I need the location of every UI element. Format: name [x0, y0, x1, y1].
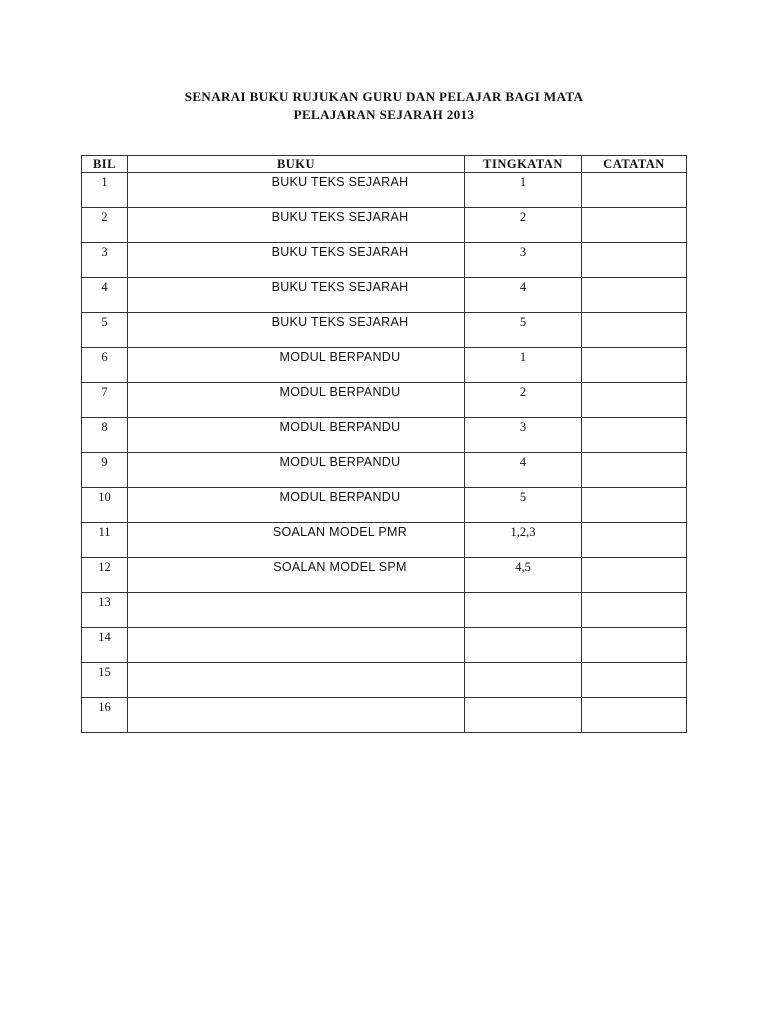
table-body — [82, 173, 687, 733]
cell-buku — [128, 663, 465, 698]
cell-bil: 1 — [82, 173, 128, 208]
cell-bil: 2 — [82, 208, 128, 243]
cell-tingkatan: 1,2,3 — [465, 523, 582, 558]
cell-buku: SOALAN MODEL SPM — [128, 558, 465, 593]
cell-tingkatan — [465, 628, 582, 663]
cell-bil: 3 — [82, 243, 128, 278]
cell-catatan — [582, 208, 687, 243]
table-row — [82, 663, 687, 698]
table-row — [82, 208, 687, 243]
table-row — [82, 418, 687, 453]
cell-bil: 15 — [82, 663, 128, 698]
cell-tingkatan: 2 — [465, 383, 582, 418]
cell-catatan — [582, 593, 687, 628]
cell-buku: BUKU TEKS SEJARAH — [128, 173, 465, 208]
cell-bil: 5 — [82, 313, 128, 348]
cell-tingkatan — [465, 698, 582, 733]
table-header-row — [82, 156, 687, 173]
cell-catatan — [582, 558, 687, 593]
cell-catatan — [582, 628, 687, 663]
cell-bil: 13 — [82, 593, 128, 628]
cell-buku: BUKU TEKS SEJARAH — [128, 278, 465, 313]
cell-bil: 12 — [82, 558, 128, 593]
cell-bil: 10 — [82, 488, 128, 523]
table-row — [82, 383, 687, 418]
cell-tingkatan — [465, 593, 582, 628]
table-row — [82, 348, 687, 383]
cell-bil: 9 — [82, 453, 128, 488]
cell-buku: BUKU TEKS SEJARAH — [128, 208, 465, 243]
title-line-1: SENARAI BUKU RUJUKAN GURU DAN PELAJAR BAGI MATA — [184, 89, 584, 104]
cell-catatan — [582, 243, 687, 278]
table-row — [82, 628, 687, 663]
cell-buku: SOALAN MODEL PMR — [128, 523, 465, 558]
cell-bil: 11 — [82, 523, 128, 558]
cell-catatan — [582, 278, 687, 313]
cell-buku — [128, 593, 465, 628]
reference-book-table — [81, 155, 687, 733]
table-row — [82, 173, 687, 208]
cell-tingkatan: 4 — [465, 278, 582, 313]
cell-tingkatan: 3 — [465, 243, 582, 278]
cell-bil: 8 — [82, 418, 128, 453]
cell-tingkatan: 4,5 — [465, 558, 582, 593]
cell-tingkatan: 1 — [465, 173, 582, 208]
header-bil: BIL — [82, 156, 128, 173]
cell-catatan — [582, 383, 687, 418]
cell-tingkatan: 5 — [465, 313, 582, 348]
table-row — [82, 558, 687, 593]
cell-buku: MODUL BERPANDU — [128, 453, 465, 488]
cell-tingkatan: 2 — [465, 208, 582, 243]
cell-bil: 4 — [82, 278, 128, 313]
table-row — [82, 243, 687, 278]
cell-bil: 7 — [82, 383, 128, 418]
cell-bil: 16 — [82, 698, 128, 733]
cell-buku: MODUL BERPANDU — [128, 488, 465, 523]
cell-tingkatan: 1 — [465, 348, 582, 383]
header-catatan: CATATAN — [582, 156, 687, 173]
cell-buku: MODUL BERPANDU — [128, 418, 465, 453]
cell-buku: BUKU TEKS SEJARAH — [128, 243, 465, 278]
cell-catatan — [582, 698, 687, 733]
cell-catatan — [582, 173, 687, 208]
cell-catatan — [582, 313, 687, 348]
table-row — [82, 488, 687, 523]
cell-tingkatan: 5 — [465, 488, 582, 523]
cell-buku — [128, 628, 465, 663]
cell-tingkatan: 4 — [465, 453, 582, 488]
cell-catatan — [582, 418, 687, 453]
cell-bil: 14 — [82, 628, 128, 663]
table-row — [82, 313, 687, 348]
table-row — [82, 593, 687, 628]
table-row — [82, 523, 687, 558]
cell-bil: 6 — [82, 348, 128, 383]
header-tingkatan: TINGKATAN — [465, 156, 582, 173]
cell-catatan — [582, 523, 687, 558]
cell-buku: BUKU TEKS SEJARAH — [128, 313, 465, 348]
cell-buku — [128, 698, 465, 733]
cell-catatan — [582, 348, 687, 383]
cell-catatan — [582, 453, 687, 488]
cell-buku: MODUL BERPANDU — [128, 348, 465, 383]
header-buku: BUKU — [128, 156, 465, 173]
title-line-2: PELAJARAN SEJARAH 2013 — [293, 107, 475, 122]
cell-catatan — [582, 663, 687, 698]
cell-tingkatan: 3 — [465, 418, 582, 453]
cell-buku: MODUL BERPANDU — [128, 383, 465, 418]
table-row — [82, 278, 687, 313]
cell-catatan — [582, 488, 687, 523]
document-title — [0, 88, 768, 124]
cell-tingkatan — [465, 663, 582, 698]
table-row — [82, 453, 687, 488]
table-row — [82, 698, 687, 733]
